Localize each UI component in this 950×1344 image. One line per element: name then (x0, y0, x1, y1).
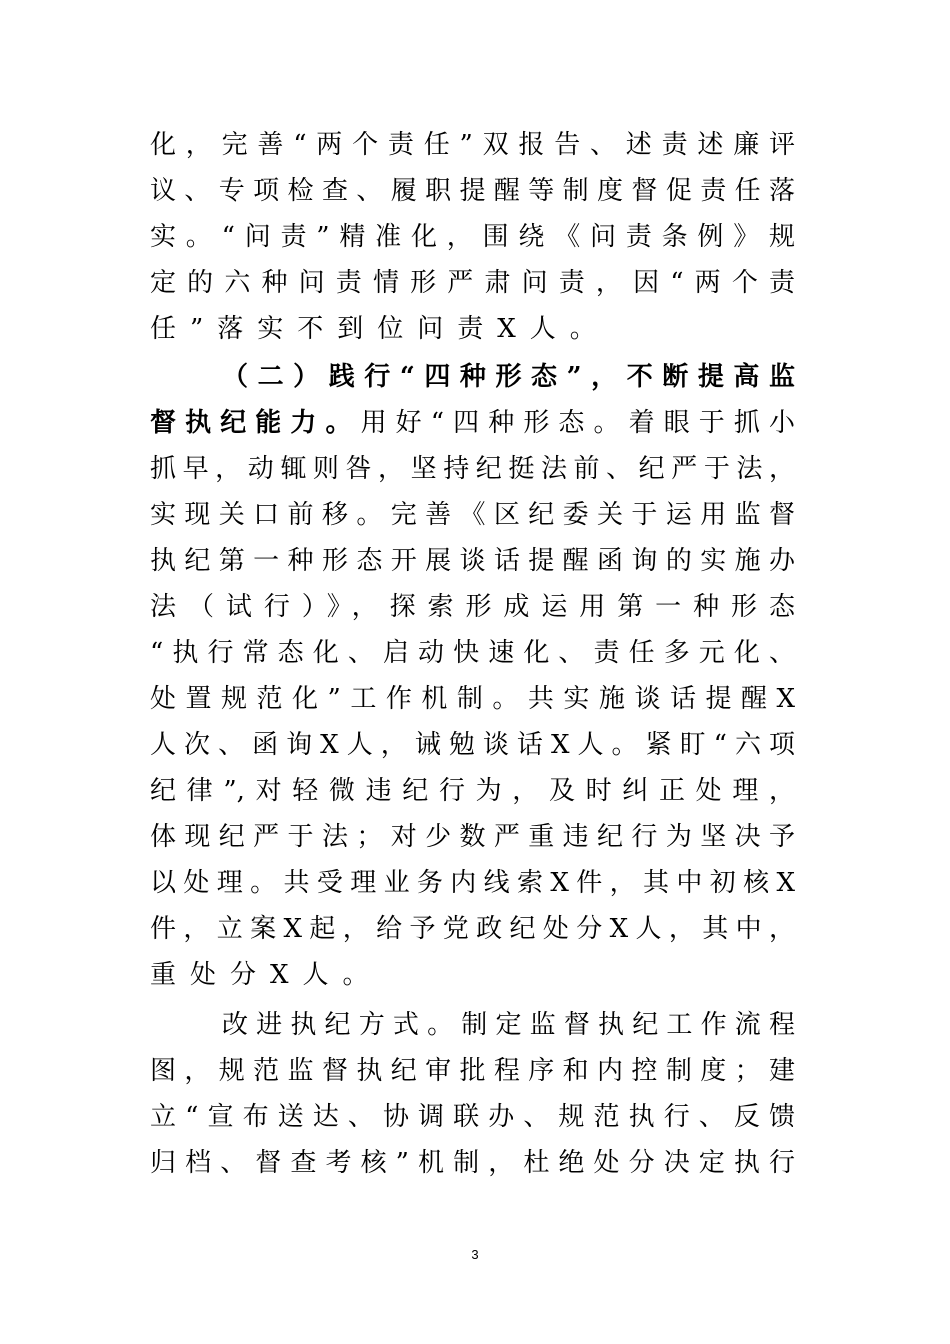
text-line: 纪律”,对轻微违纪行为，及时纠正处理， (150, 776, 795, 806)
text-line: 人次、函询X人，诫勉谈话X人。紧盯“六项 (150, 730, 795, 760)
text-line: 件，立案X起，给予党政纪处分X人，其中， (150, 914, 795, 944)
document-page (150, 0, 810, 1344)
text-line: 重处分X人。 (150, 960, 383, 990)
section-heading: （二）践行“四种形态”，不断提高监 (222, 362, 795, 392)
text-line: 立“宣布送达、协调联办、规范执行、反馈 (150, 1102, 795, 1132)
text-line: 抓早，动辄则咎，坚持纪挺法前、纪严于法， (150, 454, 795, 484)
text-segment: 用好“四种形态。着眼于抓小 (360, 408, 795, 438)
text-line: 处置规范化”工作机制。共实施谈话提醒X (150, 684, 795, 714)
text-line: “执行常态化、启动快速化、责任多元化、 (150, 638, 795, 668)
text-line: 以处理。共受理业务内线索X件，其中初核X (150, 868, 795, 898)
text-line (150, 400, 795, 446)
text-line: 执纪第一种形态开展谈话提醒函询的实施办 (150, 546, 795, 576)
text-line: 体现纪严于法；对少数严重违纪行为坚决予 (150, 822, 795, 852)
page-number: 3 (471, 1247, 479, 1262)
text-line: 归档、督查考核”机制，杜绝处分决定执行 (150, 1148, 795, 1178)
text-line: 法（试行）》，探索形成运用第一种形态 (150, 592, 795, 622)
text-line: 议、专项检查、履职提醒等制度督促责任落 (150, 176, 795, 206)
text-line: 任”落实不到位问责X人。 (150, 314, 610, 344)
text-line: 实现关口前移。完善《区纪委关于运用监督 (150, 500, 795, 530)
text-line: 化，完善“两个责任”双报告、述责述廉评 (150, 130, 795, 160)
text-line: 改进执纪方式。制定监督执纪工作流程 (222, 1010, 795, 1040)
text-line: 实。“问责”精准化，围绕《问责条例》规 (150, 222, 795, 252)
section-heading-continued: 督执纪能力。 (150, 408, 361, 438)
text-line: 定的六种问责情形严肃问责，因“两个责 (150, 268, 795, 298)
text-line: 图，规范监督执纪审批程序和内控制度；建 (150, 1056, 795, 1086)
